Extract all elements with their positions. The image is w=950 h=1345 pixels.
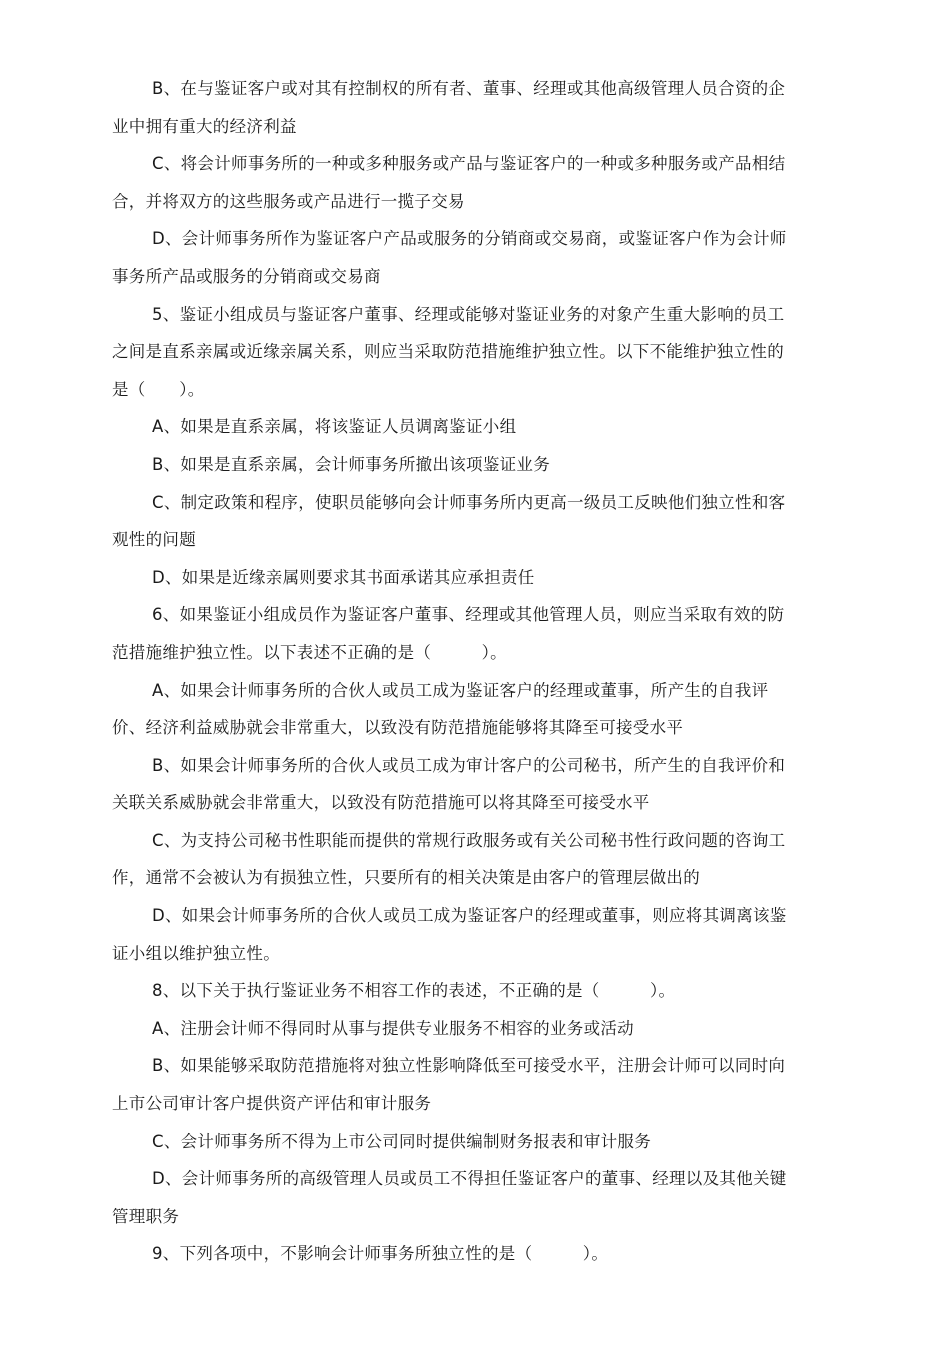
question-5-option-b: B、如果是直系亲属，会计师事务所撤出该项鉴证业务 xyxy=(152,454,551,474)
question-6-option-d: D、如果会计师事务所的合伙人或员工成为鉴证客户的经理或董事，则应将其调离该鉴证小组以维护独立性。 xyxy=(112,906,787,963)
question-8: 8、以下关于执行鉴证业务不相容工作的表述，不正确的是（ ）。 xyxy=(152,981,676,1001)
question-5-option-d: D、如果是近缘亲属则要求其书面承诺其应承担责任 xyxy=(152,567,535,587)
option-b-joint-venture: B、在与鉴证客户或对其有控制权的所有者、董事、经理或其他高级管理人员合资的企业中拥有重大的经济利益 xyxy=(112,79,786,136)
question-8-option-a: A、注册会计师不得同时从事与提供专业服务不相容的业务或活动 xyxy=(152,1018,634,1038)
question-6: 6、如果鉴证小组成员作为鉴证客户董事、经理或其他管理人员，则应当采取有效的防范措施维护独立性。以下表述不正确的是（ ）。 xyxy=(112,605,785,662)
question-8-option-c: C、会计师事务所不得为上市公司同时提供编制财务报表和审计服务 xyxy=(152,1131,652,1151)
question-5-option-c: C、制定政策和程序，使职员能够向会计师事务所内更高一级员工反映他们独立性和客观性的问题 xyxy=(112,492,786,550)
question-8-option-d: D、会计师事务所的高级管理人员或员工不得担任鉴证客户的董事、经理以及其他关键管理职务 xyxy=(112,1169,787,1226)
question-5-option-a: A、如果是直系亲属，将该鉴证人员调离鉴证小组 xyxy=(152,417,517,437)
option-d-distributor: D、会计师事务所作为鉴证客户产品或服务的分销商或交易商，或鉴证客户作为会计师事务所产品或服务的分销商或交易商 xyxy=(112,229,787,286)
question-5: 5、鉴证小组成员与鉴证客户董事、经理或能够对鉴证业务的对象产生重大影响的员工之间是直系亲属或近缘亲属关系，则应当采取防范措施维护独立性。以下不能维护独立性的是（ ）。 xyxy=(112,304,785,399)
question-6-option-c: C、为支持公司秘书性职能而提供的常规行政服务或有关公司秘书性行政问题的咨询工作，通常不会被认为有损独立性，只要所有的相关决策是由客户的管理层做出的 xyxy=(112,830,786,888)
document-body xyxy=(112,70,792,1273)
question-6-option-a: A、如果会计师事务所的合伙人或员工成为鉴证客户的经理或董事，所产生的自我评价、经济利益威胁就会非常重大，以致没有防范措施能够将其降至可接受水平 xyxy=(112,680,769,738)
question-6-option-b: B、如果会计师事务所的合伙人或员工成为审计客户的公司秘书，所产生的自我评价和关联关系威胁就会非常重大，以致没有防范措施可以将其降至可接受水平 xyxy=(112,755,786,813)
question-8-option-b: B、如果能够采取防范措施将对独立性影响降低至可接受水平，注册会计师可以同时向上市公司审计客户提供资产评估和审计服务 xyxy=(112,1056,786,1114)
option-c-bundle-transaction: C、将会计师事务所的一种或多种服务或产品与鉴证客户的一种或多种服务或产品相结合，并将双方的这些服务或产品进行一揽子交易 xyxy=(112,154,786,211)
question-9: 9、下列各项中，不影响会计师事务所独立性的是（ ）。 xyxy=(152,1244,609,1264)
